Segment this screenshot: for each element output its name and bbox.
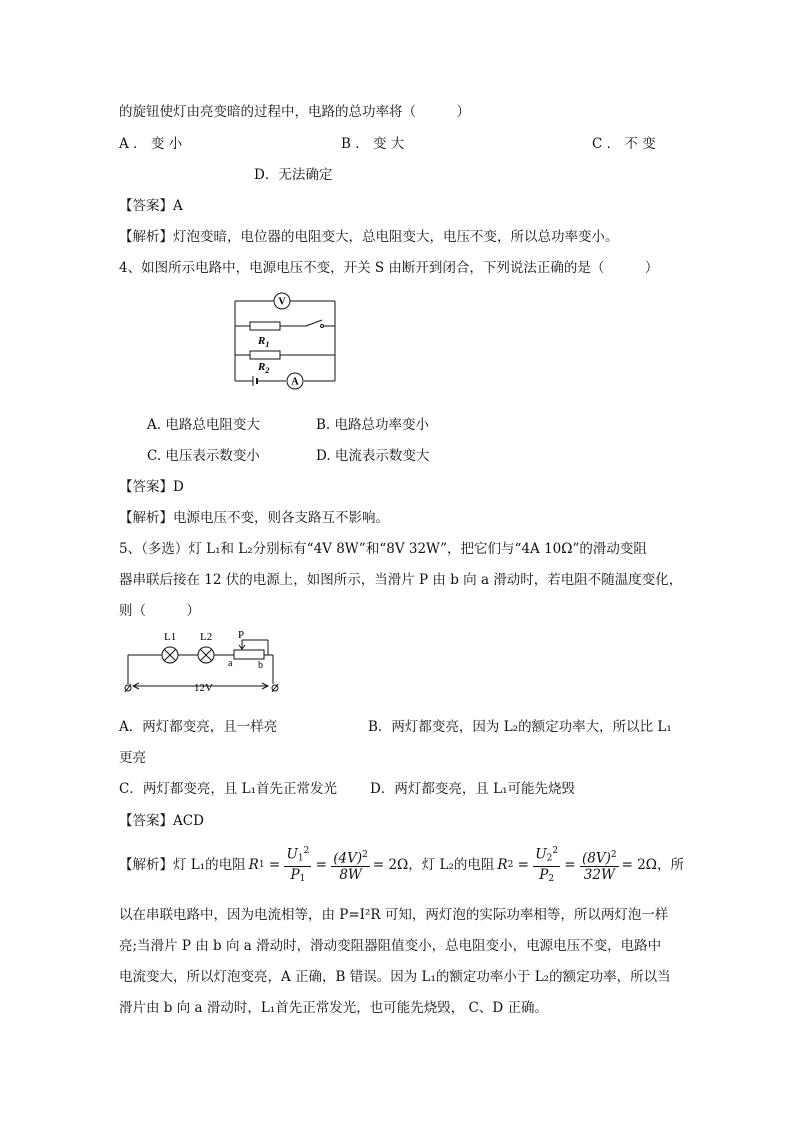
q4-option-a: A. 电路总电阻变大 (147, 417, 260, 433)
q4-option-b: B. 电路总功率变小 (316, 417, 430, 433)
q3-option-a: A ． 变 小 (119, 136, 183, 152)
analysis-end: ，所 (657, 857, 684, 873)
q3-option-c: C ． 不 变 (592, 136, 656, 152)
resistor-r1 (250, 322, 280, 330)
voltmeter-label: V (278, 296, 286, 308)
q3-option-d: D．无法确定 (254, 167, 333, 183)
q5-stem-line1: 5、（多选）灯 L₁和 L₂分别标有“4V 8W”和“8V 32W”，把它们与“4A 10Ω”的滑动变阻 (119, 541, 647, 557)
formula-r1: R 1 = $\frac{U_1^2}{P_1}$ = $\frac{(4V)^2}{8W}$ = 2Ω (249, 843, 409, 888)
q5-option-a: A．两灯都变亮，且一样亮 (119, 719, 278, 735)
q5-analysis-line4: 电流变大，所以灯泡变亮，A 正确，B 错误。因为 L₁的额定功率小于 L₂的额定功率，所以当 (119, 969, 671, 985)
q3-answer: 【答案】A (119, 198, 183, 214)
q4-stem: 4、如图所示电路中，电源电压不变，开关 S 由断开到闭合，下列说法正确的是（ ） (119, 260, 659, 276)
q4-option-c: C. 电压表示数变小 (147, 448, 260, 464)
q4-circuit-diagram (230, 292, 342, 392)
q3-option-b: B ． 变 大 (341, 136, 405, 152)
q4-option-d: D. 电流表示数变大 (316, 448, 430, 464)
q5-analysis-line3: 亮;当滑片 P 由 b 向 a 滑动时，滑动变阻器阻值变小，总电阻变小，电源电压不变，电路中 (119, 938, 662, 954)
q5-option-b-line2: 更亮 (119, 750, 146, 766)
q3-analysis: 【解析】灯泡变暗，电位器的电阻变大，总电阻变大，电压不变，所以总功率变小。 (119, 229, 619, 245)
formula-r2: R 2 = $\frac{U_2^2}{P_2}$ = $\frac{(8V)^2}{32W}$ = 2Ω (497, 843, 657, 888)
q3-stem-end: 的旋钮使灯由亮变暗的过程中，电路的总功率将（ ） (119, 104, 470, 120)
q4-answer: 【答案】D (119, 479, 184, 495)
q5-analysis-line1 (119, 845, 684, 885)
q5-option-d: D．两灯都变亮，且 L₁可能先烧毁 (370, 781, 575, 797)
label-b: b (258, 660, 263, 671)
r2-label: $R_2$ (258, 361, 270, 375)
q5-stem-line3: 则（ ） (119, 603, 200, 619)
label-a: a (228, 658, 233, 669)
label-l2: L2 (200, 631, 213, 643)
q5-answer: 【答案】ACD (119, 813, 204, 829)
analysis-mid: ，灯 L₂的电阻 (408, 857, 495, 873)
q5-stem-line2: 器串联后接在 12 伏的电源上，如图所示，当滑片 P 由 b 向 a 滑动时，若电阻不随温度变化， (119, 572, 683, 588)
switch-contact (321, 325, 324, 328)
q5-circuit-diagram (118, 628, 283, 702)
analysis-prefix: 【解析】灯 L₁的电阻 (119, 857, 246, 873)
q5-analysis-line5: 滑片由 b 向 a 滑动时，L₁首先正常发光，也可能先烧毁， C、D 正确。 (119, 1000, 548, 1016)
q5-option-c: C．两灯都变亮，且 L₁首先正常发光 (119, 781, 337, 797)
q4-analysis: 【解析】电源电压不变，则各支路互不影响。 (119, 510, 389, 526)
q5-option-b-line1: B．两灯都变亮，因为 L₂的额定功率大，所以比 L₁ (368, 719, 672, 735)
label-l1: L1 (164, 631, 177, 643)
label-p: P (238, 629, 245, 641)
r1-label: $R_1$ (258, 335, 270, 349)
resistor-r2 (250, 351, 280, 359)
q5-analysis-line2: 以在串联电路中，因为电流相等，由 P=I²R 可知，两灯泡的实际功率相等，所以两灯泡一样 (119, 907, 669, 923)
label-12v: 12V (194, 682, 213, 694)
rheostat (234, 650, 264, 659)
ammeter-label: A (291, 376, 299, 388)
